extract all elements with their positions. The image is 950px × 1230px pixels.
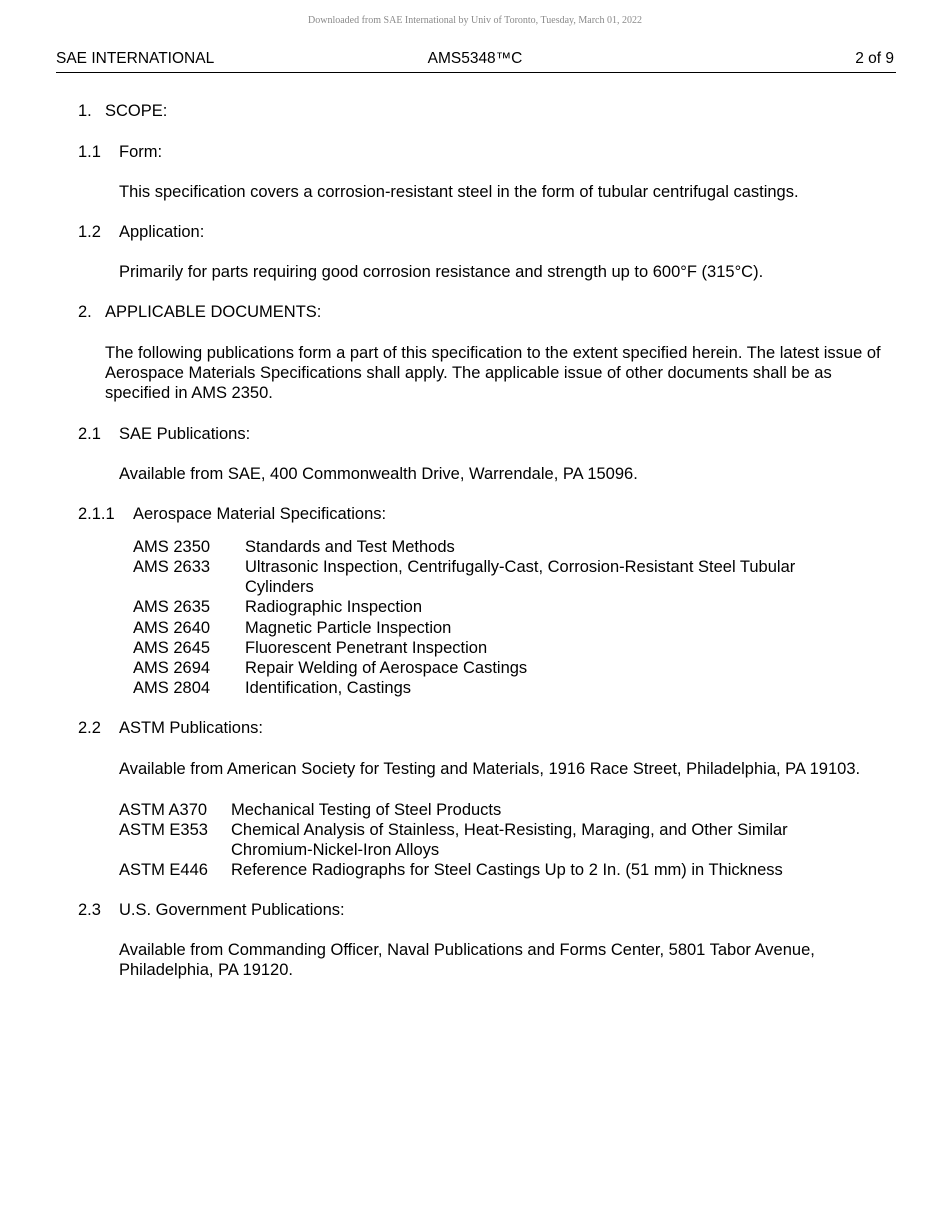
- spec-code: AMS 2350: [133, 538, 211, 556]
- document-id: AMS5348™C: [427, 50, 523, 67]
- section-1-heading: [78, 101, 168, 121]
- spec-title: Identification, Castings: [245, 679, 412, 697]
- spec-code: AMS 2633: [133, 558, 211, 576]
- section-title: Application:: [119, 223, 205, 241]
- page-number: 2 of 9: [855, 50, 894, 67]
- section-1-2-heading: [78, 222, 205, 242]
- section-2-heading: [78, 302, 322, 322]
- download-watermark: Downloaded from SAE International by Univ of Toronto, Tuesday, March 01, 2022: [308, 15, 642, 26]
- section-title: SAE Publications:: [119, 425, 251, 443]
- spec-title: Magnetic Particle Inspection: [245, 619, 452, 637]
- spec-code: ASTM E446: [119, 861, 208, 879]
- section-title: SCOPE:: [105, 102, 168, 120]
- spec-title: Repair Welding of Aerospace Castings: [245, 659, 528, 677]
- spec-code: AMS 2645: [133, 639, 211, 657]
- spec-code: AMS 2640: [133, 619, 211, 637]
- page-header: [56, 50, 896, 73]
- section-2-3-text: Available from Commanding Officer, Naval Publications and Forms Center, 5801 Tabor Avenue, Philadelphia, PA 19120.: [119, 941, 815, 980]
- section-2-1-text: Available from SAE, 400 Commonwealth Drive, Warrendale, PA 15096.: [119, 465, 638, 483]
- spec-title: Fluorescent Penetrant Inspection: [245, 639, 488, 657]
- section-number: 1.2: [78, 223, 101, 241]
- section-title: APPLICABLE DOCUMENTS:: [105, 303, 322, 321]
- section-2-2-heading: [78, 718, 263, 738]
- section-1-1-text: This specification covers a corrosion-resistant steel in the form of tubular centrifugal castings.: [119, 183, 799, 201]
- section-2-1-heading: [78, 424, 251, 444]
- section-title: U.S. Government Publications:: [119, 901, 345, 919]
- publisher-name: SAE INTERNATIONAL: [56, 50, 215, 67]
- section-1-1-heading: [78, 142, 163, 162]
- spec-title: Mechanical Testing of Steel Products: [231, 801, 502, 819]
- spec-code: AMS 2635: [133, 598, 211, 616]
- section-2-3-heading: [78, 900, 345, 920]
- section-number: 2.1: [78, 425, 101, 443]
- spec-title: Ultrasonic Inspection, Centrifugally-Cast, Corrosion-Resistant Steel Tubular Cylinders: [245, 558, 796, 597]
- section-number: 1.: [78, 102, 92, 120]
- section-number: 2.: [78, 303, 92, 321]
- section-title: Form:: [119, 143, 163, 161]
- spec-code: AMS 2694: [133, 659, 211, 677]
- spec-code: AMS 2804: [133, 679, 211, 697]
- section-title: ASTM Publications:: [119, 719, 263, 737]
- spec-code: ASTM E353: [119, 821, 208, 839]
- spec-title: Radiographic Inspection: [245, 598, 423, 616]
- spec-title: Reference Radiographs for Steel Castings Up to 2 In. (51 mm) in Thickness: [231, 861, 783, 879]
- spec-code: ASTM A370: [119, 801, 208, 819]
- section-2-text: The following publications form a part of this specification to the extent specified herein. The latest issue of Aerospace Materials Specifications shall apply. The applicable issue of other documents shall be as specified in AMS 2350.: [105, 344, 881, 403]
- spec-title: Standards and Test Methods: [245, 538, 455, 556]
- section-title: Aerospace Material Specifications:: [133, 505, 387, 523]
- section-2-2-text: Available from American Society for Testing and Materials, 1916 Race Street, Philadelphia, PA 19103.: [119, 760, 861, 778]
- section-number: 2.2: [78, 719, 101, 737]
- spec-title: Chemical Analysis of Stainless, Heat-Resisting, Maraging, and Other Similar Chromium-Nickel-Iron Alloys: [231, 821, 788, 860]
- section-number: 1.1: [78, 143, 101, 161]
- section-1-2-text: Primarily for parts requiring good corrosion resistance and strength up to 600°F (315°C).: [119, 263, 764, 281]
- section-2-1-1-heading: [78, 504, 387, 524]
- section-number: 2.3: [78, 901, 101, 919]
- section-number: 2.1.1: [78, 505, 115, 523]
